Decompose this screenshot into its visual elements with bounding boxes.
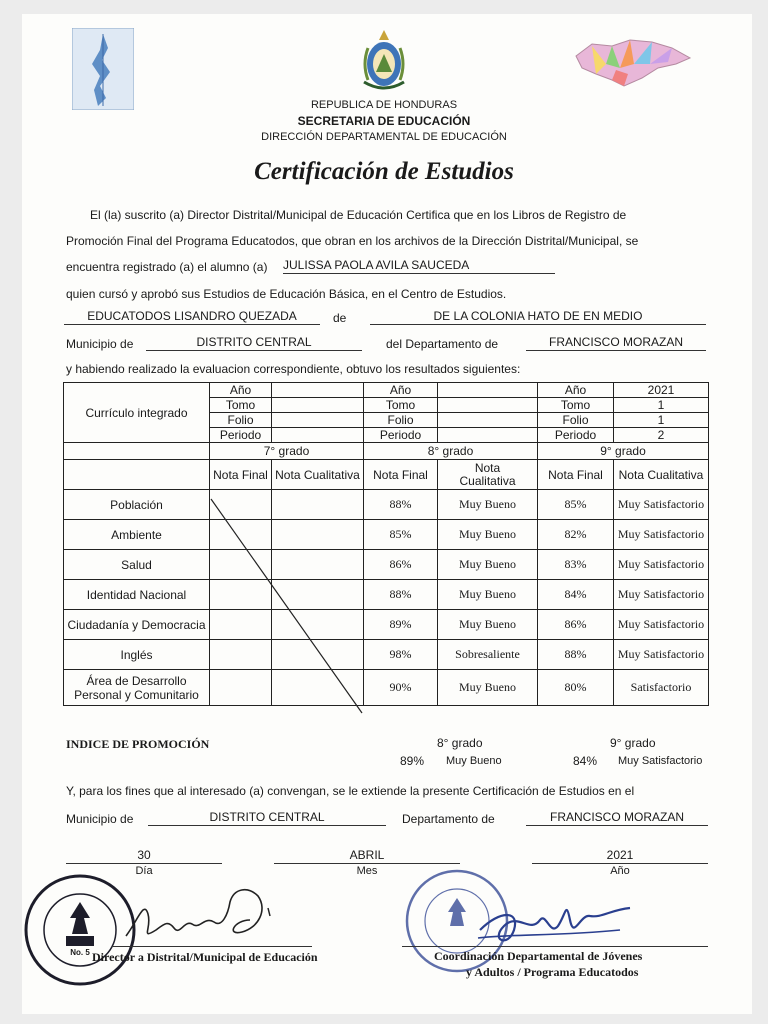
year-label-8: Año (364, 383, 438, 398)
honduras-map-icon (572, 34, 694, 92)
grade-9-final: 80% (538, 670, 614, 706)
flag-image (72, 28, 134, 110)
grade-9-header: 9° grado (538, 443, 709, 460)
grade-8-qual: Sobresaliente (438, 640, 538, 670)
grade-9-qual: Muy Satisfactorio (614, 550, 709, 580)
year-label-7: Año (210, 383, 272, 398)
results-intro: y habiendo realizado la evaluacion correspondiente, obtuvo los resultados siguientes: (66, 362, 521, 376)
day-label: Día (135, 865, 153, 877)
grade-9-final: 84% (538, 580, 614, 610)
table-row (64, 580, 709, 610)
paragraph-line-1: El (la) suscrito (a) Director Distrital/Municipal de Educación Certifica que en los Libros de Registro de (90, 208, 627, 222)
closing-departamento-label: Departamento de (402, 812, 495, 826)
table-row (64, 610, 709, 640)
nota-cualitativa-8: Nota Cualitativa (438, 460, 538, 490)
tomo-label-7: Tomo (210, 398, 272, 413)
coordinator-signature (470, 890, 640, 954)
nota-final-8: Nota Final (364, 460, 438, 490)
indice-9-text: Muy Satisfactorio (618, 755, 703, 767)
municipio-label: Municipio de (66, 337, 134, 351)
grade-8-final: 88% (364, 490, 438, 520)
nota-final-7: Nota Final (210, 460, 272, 490)
grade-8-qual: Muy Bueno (438, 550, 538, 580)
day-value: 30 (137, 848, 151, 862)
month-value: ABRIL (349, 848, 385, 862)
indice-9-value: 84% (573, 754, 598, 768)
periodo-label-8: Periodo (364, 428, 438, 443)
departamento-value: FRANCISCO MORAZAN (548, 335, 683, 349)
indice-8-text: Muy Bueno (446, 755, 502, 767)
paragraph-line-2: Promoción Final del Programa Educatodos, que obran en los archivos de la Dirección Distrital/Municipal, se (66, 234, 639, 248)
table-row (64, 640, 709, 670)
grade-8-qual: Muy Bueno (438, 670, 538, 706)
grade-8-final: 89% (364, 610, 438, 640)
tomo-value-9: 1 (614, 398, 709, 413)
grade-7-header: 7° grado (210, 443, 364, 460)
closing-municipio: DISTRITO CENTRAL (209, 810, 325, 824)
subject-name: Identidad Nacional (64, 580, 210, 610)
table-row (64, 520, 709, 550)
coat-of-arms-icon (358, 26, 410, 96)
indice-8-value: 89% (400, 754, 425, 768)
student-name: JULISSA PAOLA AVILA SAUCEDA (283, 258, 470, 272)
folio-label-7: Folio (210, 413, 272, 428)
year-value: 2021 (606, 848, 634, 862)
municipio-value: DISTRITO CENTRAL (196, 335, 312, 349)
grade-8-final: 85% (364, 520, 438, 550)
grade-9-final: 82% (538, 520, 614, 550)
grade-8-final: 90% (364, 670, 438, 706)
indice-9-label: 9° grado (610, 736, 656, 750)
indice-label: INDICE DE PROMOCIÓN (66, 737, 210, 751)
grade-8-qual: Muy Bueno (438, 520, 538, 550)
departamento-label: del Departamento de (386, 337, 499, 351)
director-signature (118, 880, 308, 950)
closing-line: Y, para los fines que al interesado (a) convengan, se le extiende la presente Certificación de Estudios en el (66, 784, 635, 798)
subject-name: Ambiente (64, 520, 210, 550)
paragraph-line-4: quien cursó y aprobó sus Estudios de Educación Básica, en el Centro de Estudios. (66, 287, 507, 301)
periodo-label-9: Periodo (538, 428, 614, 443)
direction-line: DIRECCIÓN DEPARTAMENTAL DE EDUCACIÓN (261, 131, 507, 143)
grade-9-final: 88% (538, 640, 614, 670)
grade-9-qual: Muy Satisfactorio (614, 490, 709, 520)
grade-9-final: 83% (538, 550, 614, 580)
year-value-9: 2021 (614, 383, 709, 398)
colonia-value: DE LA COLONIA HATO DE EN MEDIO (433, 309, 643, 323)
subject-name: Salud (64, 550, 210, 580)
grade-9-final: 86% (538, 610, 614, 640)
stamp-number: No. 5 (70, 948, 90, 957)
ministry-line: SECRETARIA DE EDUCACIÓN (297, 114, 471, 128)
nota-cualitativa-9: Nota Cualitativa (614, 460, 709, 490)
grade-9-qual: Muy Satisfactorio (614, 640, 709, 670)
grade-9-qual: Muy Satisfactorio (614, 520, 709, 550)
subject-name: Población (64, 490, 210, 520)
table-row (64, 670, 709, 706)
document-title: Certificación de Estudios (254, 158, 514, 185)
folio-value-9: 1 (614, 413, 709, 428)
grade-8-header: 8° grado (364, 443, 538, 460)
grade-8-final: 88% (364, 580, 438, 610)
subject-name: Inglés (64, 640, 210, 670)
de-label: de (333, 311, 347, 325)
folio-label-8: Folio (364, 413, 438, 428)
grade-8-qual: Muy Bueno (438, 580, 538, 610)
periodo-value-9: 2 (614, 428, 709, 443)
tomo-label-9: Tomo (538, 398, 614, 413)
grade-9-qual: Muy Satisfactorio (614, 580, 709, 610)
cancel-stroke (209, 497, 364, 717)
grades-table (63, 382, 709, 706)
table-row (64, 550, 709, 580)
subject-name: Ciudadanía y Democracia (64, 610, 210, 640)
grade-9-qual: Satisfactorio (614, 670, 709, 706)
grade-8-qual: Muy Bueno (438, 610, 538, 640)
grade-9-final: 85% (538, 490, 614, 520)
coordination-label-2: y Adultos / Programa Educatodos (466, 965, 639, 979)
curriculo-label: Currículo integrado (64, 383, 210, 443)
periodo-label-7: Periodo (210, 428, 272, 443)
country-line: REPUBLICA DE HONDURAS (310, 99, 458, 111)
tomo-label-8: Tomo (364, 398, 438, 413)
closing-departamento: FRANCISCO MORAZAN (549, 810, 684, 824)
month-label: Mes (356, 865, 378, 877)
nota-cualitativa-7: Nota Cualitativa (272, 460, 364, 490)
center-name: EDUCATODOS LISANDRO QUEZADA (87, 309, 297, 323)
year-label: Año (610, 865, 630, 877)
table-row (64, 490, 709, 520)
director-signature-label: Director a Distrital/Municipal de Educación (92, 950, 318, 964)
nota-final-9: Nota Final (538, 460, 614, 490)
folio-label-9: Folio (538, 413, 614, 428)
subject-name: Área de Desarrollo Personal y Comunitario (64, 670, 210, 706)
closing-municipio-label: Municipio de (66, 812, 134, 826)
coordination-label-1: Coordinación Departamental de Jóvenes (434, 949, 643, 963)
grade-8-final: 98% (364, 640, 438, 670)
year-label-9: Año (538, 383, 614, 398)
grade-8-final: 86% (364, 550, 438, 580)
grade-8-qual: Muy Bueno (438, 490, 538, 520)
student-label: encuentra registrado (a) el alumno (a) (66, 260, 268, 274)
indice-8-label: 8° grado (437, 736, 483, 750)
grade-9-qual: Muy Satisfactorio (614, 610, 709, 640)
